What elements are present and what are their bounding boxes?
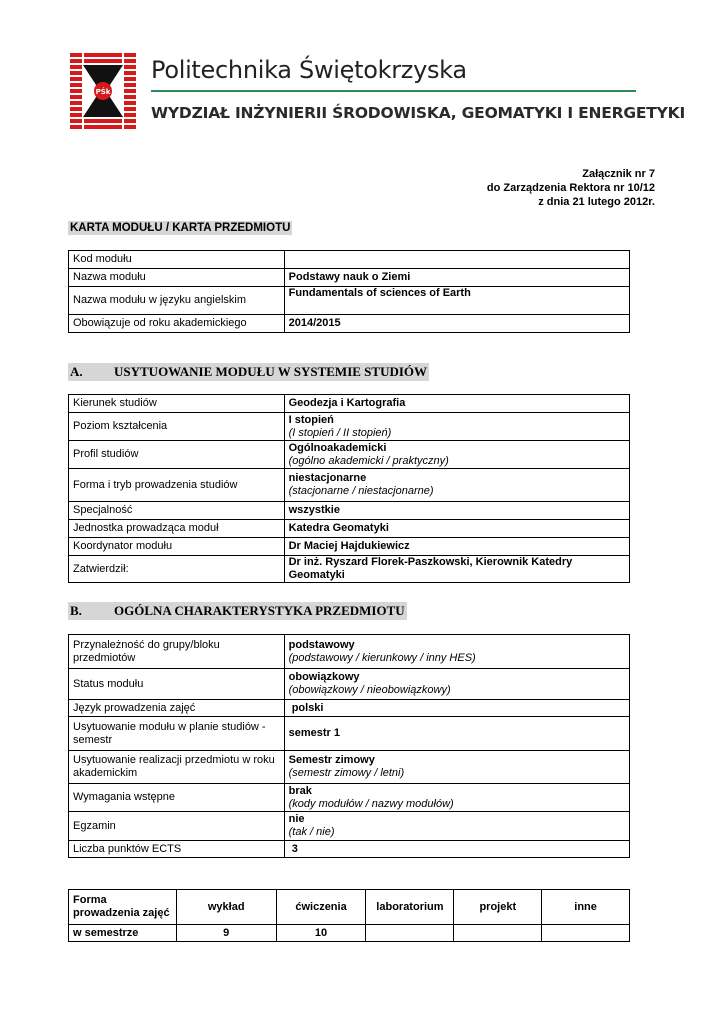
row-label: Wymagania wstępne [69,784,285,812]
row-value: Katedra Geomatyki [284,520,629,538]
annex-line-2: do Zarządzenia Rektora nr 10/12 [486,182,655,194]
table-row [69,751,630,784]
row-label: Kierunek studiów [69,395,285,413]
table-row [69,520,630,538]
row-options: (semestr zimowy / letni) [288,767,405,779]
row-value: podstawowy [288,638,355,651]
table-row [69,395,630,413]
row-value: 2014/2015 [284,315,629,333]
table-row [69,925,630,942]
row-options: (tak / nie) [288,826,335,838]
row-label: Nazwa modułu w języku angielskim [69,287,285,315]
row-value-cell [284,669,629,700]
table-cell: 9 [176,925,276,942]
section-a-heading [68,363,429,381]
row-value: Semestr zimowy [288,754,375,766]
row-label: Liczba punktów ECTS [69,841,285,858]
row-value: Geodezja i Kartografia [284,395,629,413]
column-header: ćwiczenia [276,890,366,925]
row-label: Profil studiów [69,441,285,469]
row-options: (I stopień / II stopień) [288,426,392,439]
row-label: Specjalność [69,502,285,520]
row-label: Jednostka prowadząca moduł [69,520,285,538]
table-cell: 10 [276,925,366,942]
row-value-cell [284,812,629,841]
table-row [69,469,630,502]
row-options: (podstawowy / kierunkowy / inny HES) [288,651,476,664]
row-value: Dr inż. Ryszard Florek-Paszkowski, Kierownik Katedry Geomatyki [284,556,629,583]
row-value: nie [288,813,305,825]
section-letter: B. [70,603,82,618]
annex-line-3: z dnia 21 lutego 2012r. [538,196,655,208]
row-options: (stacjonarne / niestacjonarne) [288,485,434,497]
row-label: Koordynator modułu [69,538,285,556]
row-value-cell [284,413,629,441]
module-table [68,250,630,333]
column-header: projekt [454,890,542,925]
table-row [69,269,630,287]
table-row [69,812,630,841]
faculty-name: WYDZIAŁ INŻYNIERII ŚRODOWISKA, GEOMATYKI I ENERGETYKI [151,104,686,122]
row-value: Ogólnoakademicki [288,441,387,454]
row-value: polski [284,700,629,717]
table-row [69,315,630,333]
table-cell [366,925,454,942]
annex-line-1: Załącznik nr 7 [582,168,655,180]
row-value: 3 [284,841,629,858]
row-label: Usytuowanie modułu w planie studiów - semestr [69,717,285,751]
table-row [69,700,630,717]
table-row [69,717,630,751]
table-row [69,287,630,315]
table-row [69,502,630,520]
header-divider [151,90,636,92]
table-header-row [69,890,630,925]
section-b-table [68,634,630,858]
logo-text: PŚk [95,88,111,96]
column-header: laboratorium [366,890,454,925]
row-value: Fundamentals of sciences of Earth [284,287,629,315]
table-row [69,413,630,441]
section-title: OGÓLNA CHARAKTERYSTYKA PRZEDMIOTU [114,603,405,618]
table-cell [454,925,542,942]
row-value: niestacjonarne [288,472,367,484]
table-row [69,556,630,583]
row-label: Kod modułu [69,251,285,269]
row-value-cell [284,441,629,469]
section-title: USYTUOWANIE MODUŁU W SYSTEMIE STUDIÓW [114,364,428,379]
row-label: Przynależność do grupy/bloku przedmiotów [69,635,285,669]
table-cell: w semestrze [69,925,177,942]
table-cell [542,925,630,942]
row-value: obowiązkowy [288,671,360,683]
row-label: Nazwa modułu [69,269,285,287]
row-label: Usytuowanie realizacji przedmiotu w roku akademickim [69,751,285,784]
row-value: I stopień [288,413,334,426]
table-row [69,635,630,669]
row-value: Dr Maciej Hajdukiewicz [284,538,629,556]
row-value: Podstawy nauk o Ziemi [284,269,629,287]
row-value-cell [284,751,629,784]
row-value: semestr 1 [284,717,629,751]
table-row [69,538,630,556]
row-options: (kody modułów / nazwy modułów) [288,797,454,810]
table-row [69,841,630,858]
table-row [69,669,630,700]
table-row [69,441,630,469]
row-value-cell [284,469,629,502]
teaching-forms-table [68,889,630,942]
section-b-heading [68,602,407,620]
row-value: brak [288,784,312,797]
row-value-cell [284,635,629,669]
university-logo [70,53,136,129]
row-label: Zatwierdził: [69,556,285,583]
column-header: inne [542,890,630,925]
row-options: (ogólno akademicki / praktyczny) [288,454,449,467]
column-header: Forma prowadzenia zajęć [69,890,177,925]
section-a-table [68,394,630,583]
row-label: Poziom kształcenia [69,413,285,441]
row-label: Obowiązuje od roku akademickiego [69,315,285,333]
row-value [284,251,629,269]
row-label: Status modułu [69,669,285,700]
row-label: Język prowadzenia zajęć [69,700,285,717]
row-label: Forma i tryb prowadzenia studiów [69,469,285,502]
table-row [69,251,630,269]
table-row [69,784,630,812]
section-letter: A. [70,364,83,379]
university-name: Politechnika Świętokrzyska [151,56,467,84]
row-options: (obowiązkowy / nieobowiązkowy) [288,684,451,696]
column-header: wykład [176,890,276,925]
row-value: wszystkie [284,502,629,520]
annex-note [487,167,655,209]
row-label: Egzamin [69,812,285,841]
row-value-cell [284,784,629,812]
card-title: KARTA MODUŁU / KARTA PRZEDMIOTU [70,222,291,234]
